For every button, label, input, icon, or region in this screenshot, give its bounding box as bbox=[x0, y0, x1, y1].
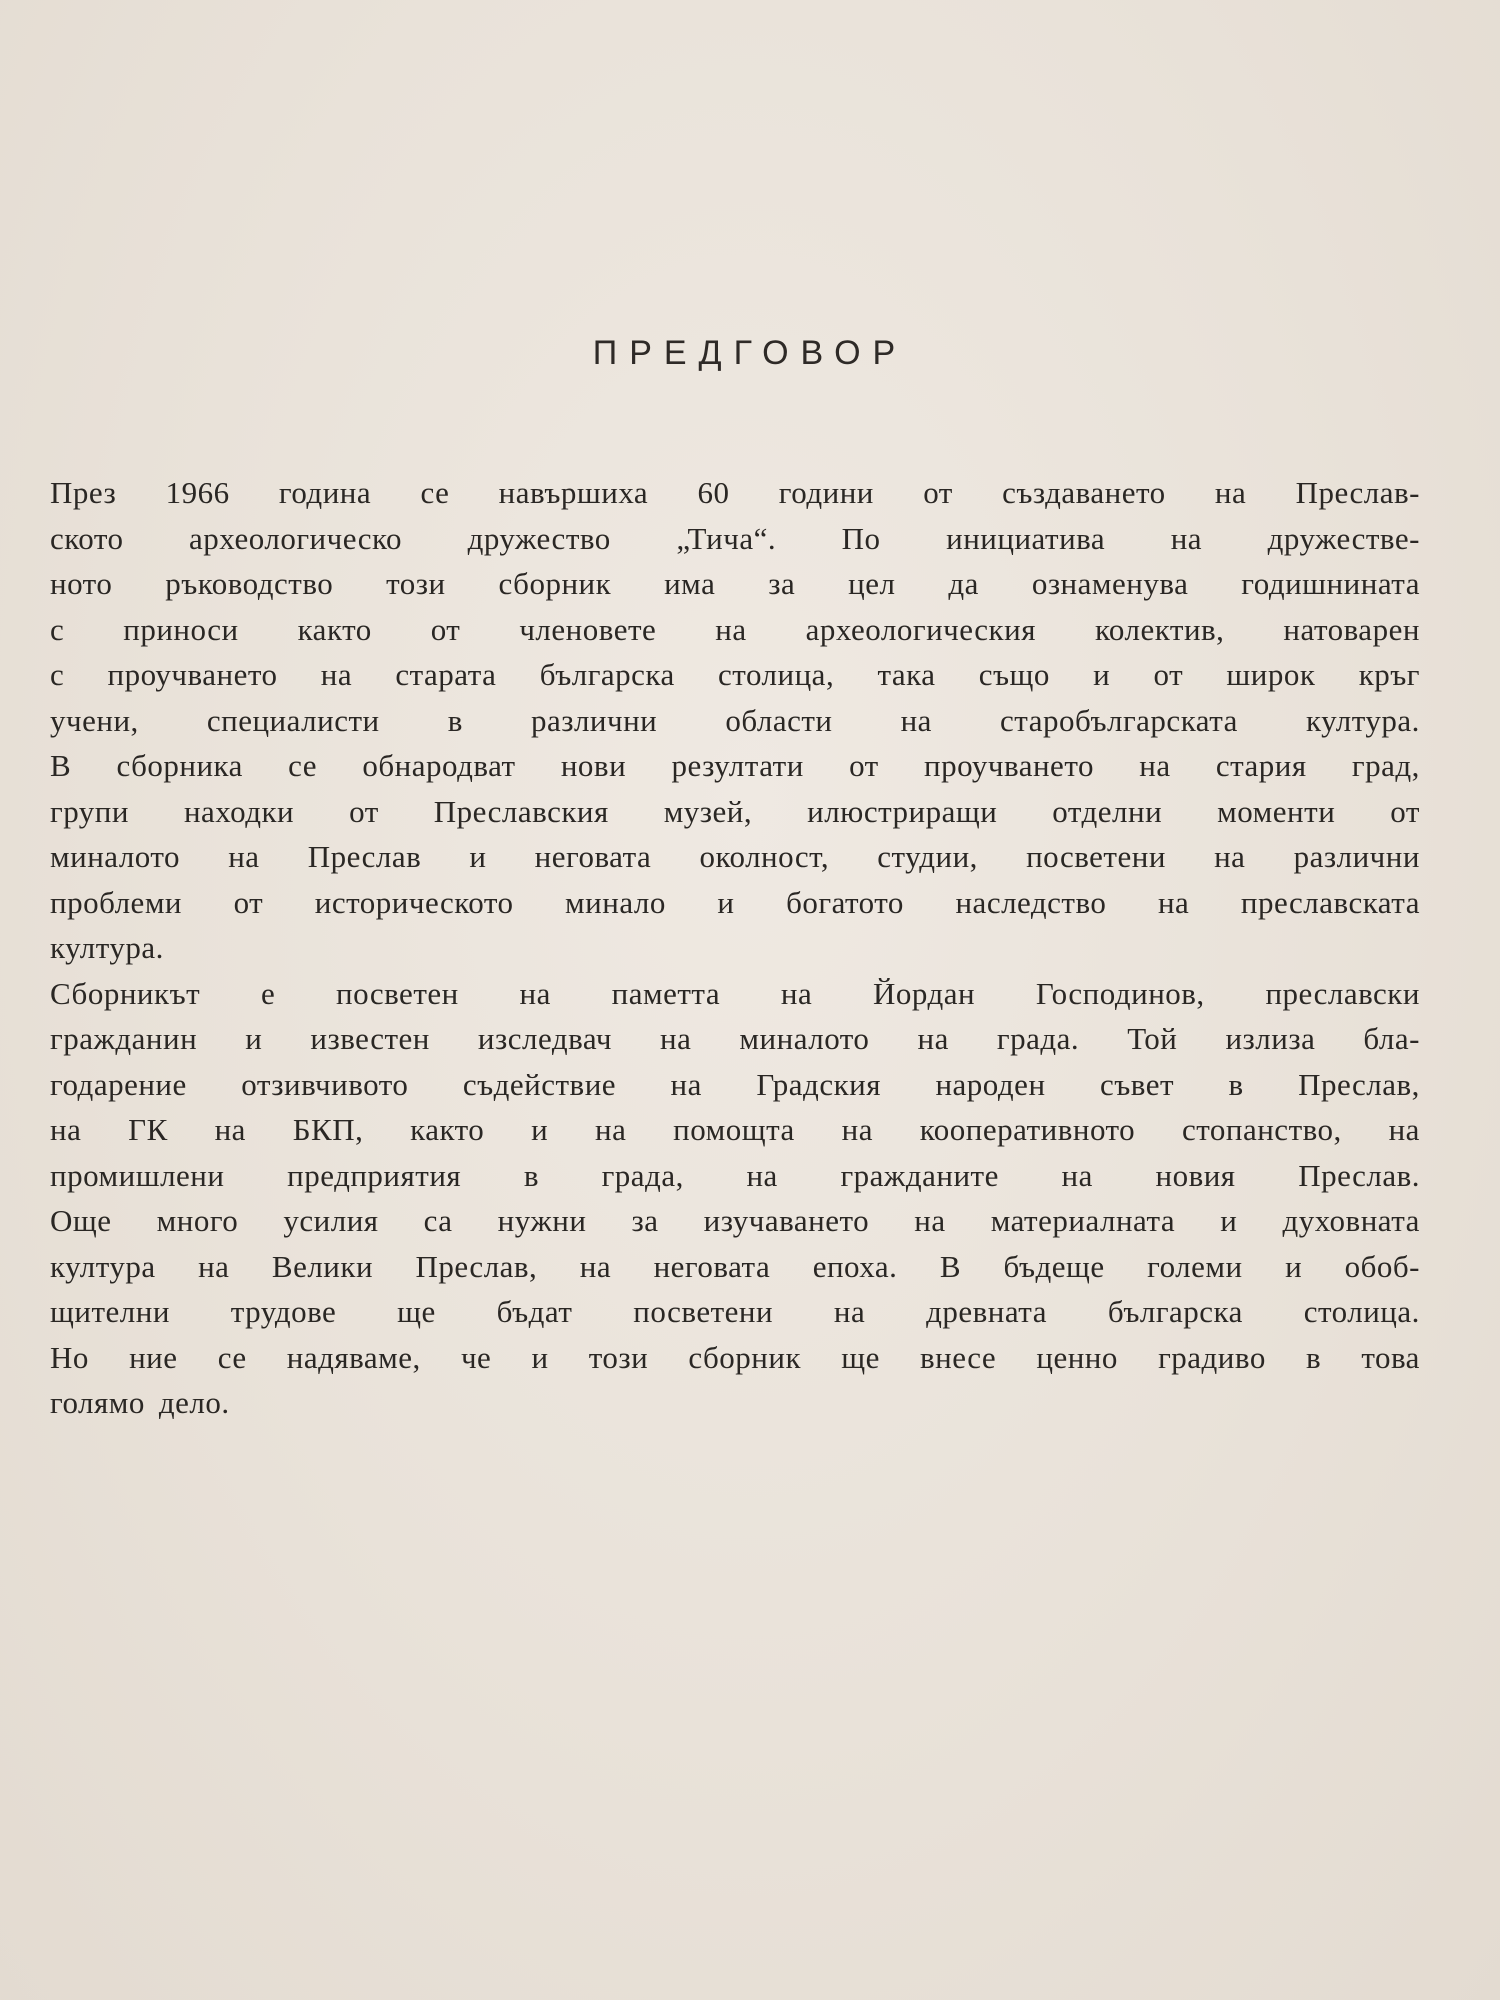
text-line: с приноси както от членовете на археологическия колектив, натоварен bbox=[50, 611, 1420, 647]
text-line: групи находки от Преславския музей, илюстриращи отделни моменти от bbox=[50, 793, 1420, 829]
text-line: Но ние се надяваме, че и този сборник ще внесе ценно градиво в това bbox=[50, 1339, 1420, 1375]
text-line: ското археологическо дружество „Тича“. По инициатива на дружестве- bbox=[50, 520, 1420, 556]
text-line: щителни трудове ще бъдат посветени на древната българска столица. bbox=[50, 1294, 1420, 1329]
text-line: В сборника се обнародват нови резултати от проучването на стария град, bbox=[50, 748, 1420, 783]
text-line: ното ръководство този сборник има за цел да ознаменува годишнината bbox=[50, 566, 1420, 601]
text-line: култура. bbox=[50, 930, 164, 965]
text-line: голямо дело. bbox=[50, 1385, 230, 1420]
preface-body bbox=[50, 470, 1420, 1426]
page-title: ПРЕДГОВОР bbox=[592, 334, 908, 372]
text-line: проблеми от историческото минало и богатото наследство на преславската bbox=[50, 884, 1420, 920]
text-line: с проучването на старата българска столица, така също и от широк кръг bbox=[50, 657, 1420, 692]
text-line: миналото на Преслав и неговата околност, студии, посветени на различни bbox=[50, 839, 1420, 874]
text-line: Още много усилия са нужни за изучаването на материалната и духовната bbox=[50, 1203, 1420, 1238]
text-line: Сборникът е посветен на паметта на Йордан Господинов, преславски bbox=[50, 975, 1420, 1011]
text-line: промишлени предприятия в града, на гражданите на новия Преслав. bbox=[50, 1157, 1420, 1193]
text-line: учени, специалисти в различни области на старобългарската култура. bbox=[50, 702, 1420, 738]
text-line: култура на Велики Преслав, на неговата епоха. В бъдеще големи и обоб- bbox=[50, 1248, 1420, 1284]
text-line: гражданин и известен изследвач на миналото на града. Той излиза бла- bbox=[50, 1021, 1420, 1056]
text-line: През 1966 година се навършиха 60 години от създаването на Преслав- bbox=[50, 475, 1420, 510]
text-line: годарение отзивчивото съдействие на Градския народен съвет в Преслав, bbox=[50, 1066, 1420, 1102]
text-line: на ГК на БКП, както и на помощта на кооперативното стопанство, на bbox=[50, 1112, 1420, 1147]
